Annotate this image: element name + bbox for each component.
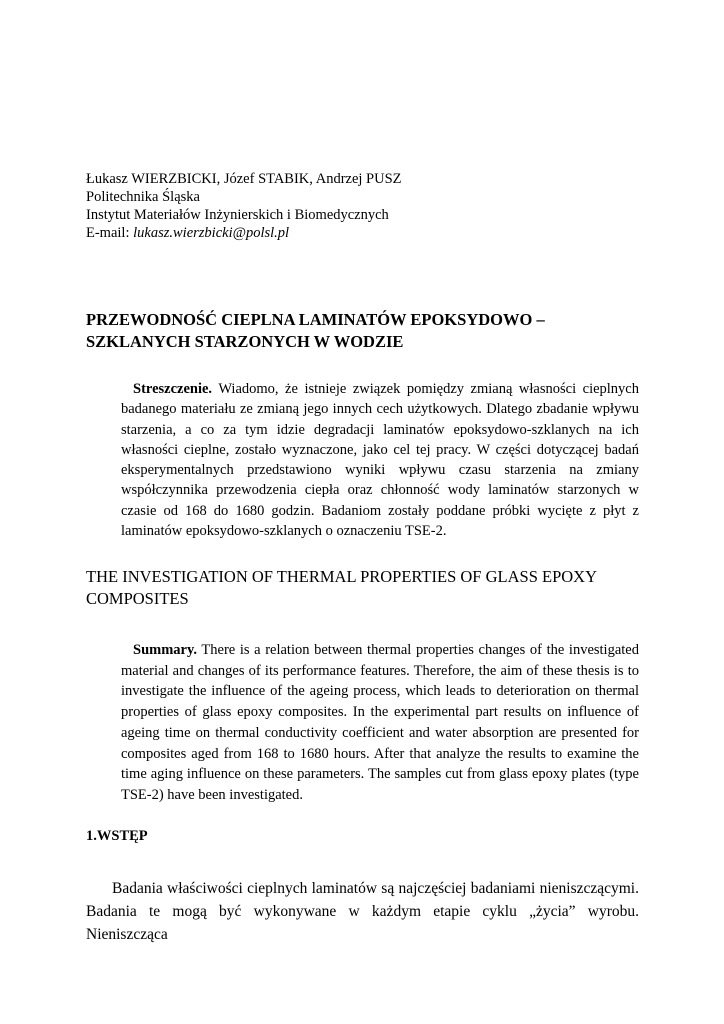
english-abstract [121,640,639,806]
university-name: Politechnika Śląska [86,189,200,205]
email-line [86,224,402,242]
polish-abstract [121,379,639,541]
email-label: E-mail: [86,225,134,241]
abstract-en-lead: Summary. [133,642,198,658]
abstract-pl-lead: Streszczenie. [133,381,213,397]
institute-name: Instytut Materiałów Inżynierskich i Biomedycznych [86,207,389,223]
author-block [86,170,402,242]
polish-title: PRZEWODNOŚĆ CIEPLNA LAMINATÓW EPOKSYDOWO – SZKLANYCH STARZONYCH W WODZIE [86,310,545,351]
intro-paragraph [86,877,639,946]
section-heading: 1.WSTĘP [86,828,148,844]
email-address[interactable]: lukasz.wierzbicki@polsl.pl [133,225,290,241]
english-title: THE INVESTIGATION OF THERMAL PROPERTIES OF GLASS EPOXY COMPOSITES [86,567,597,608]
intro-text: Badania właściwości cieplnych laminatów są najczęściej badaniami nieniszczącymi. Badania te mogą być wykonywane w każdym etapie cyklu „życia” wyrobu. Nieniszcząca [86,880,639,943]
abstract-en-text: There is a relation between thermal properties changes of the investigated material and changes of its performance features. Therefore, the aim of these thesis is to investigate the influence of the ageing process, which leads to deterioration on thermal properties of glass epoxy composites. In the experimental part results on influence of ageing time on thermal conductivity coefficient and water absorption are presented for composites aged from 168 to 1680 hours. After that analyze the results to examine the time aging influence on these parameters. The samples cut from glass epoxy plates (type TSE-2) have been investigated. [121,642,639,803]
abstract-pl-text: Wiadomo, że istnieje związek pomiędzy zmianą własności cieplnych badanego materiału ze zmianą jego innych cech użytkowych. Dlatego zbadanie wpływu starzenia, a co za tym idzie degradacji laminatów epoksydowo-szklanych na ich własności cieplne, zostało wyznaczone, jako cel tej pracy. W części dotyczącej badań eksperymentalnych przedstawiono wyniki wpływu czasu starzenia na zmiany współczynnika przewodzenia ciepła oraz chłonność wody laminatów starzonych w czasie od 168 do 1680 godzin. Badaniom zostały poddane próbki wycięte z płyt z laminatów epoksydowo-szklanych o oznaczeniu TSE-2. [121,381,639,540]
author-names: Łukasz WIERZBICKI, Józef STABIK, Andrzej PUSZ [86,171,402,187]
